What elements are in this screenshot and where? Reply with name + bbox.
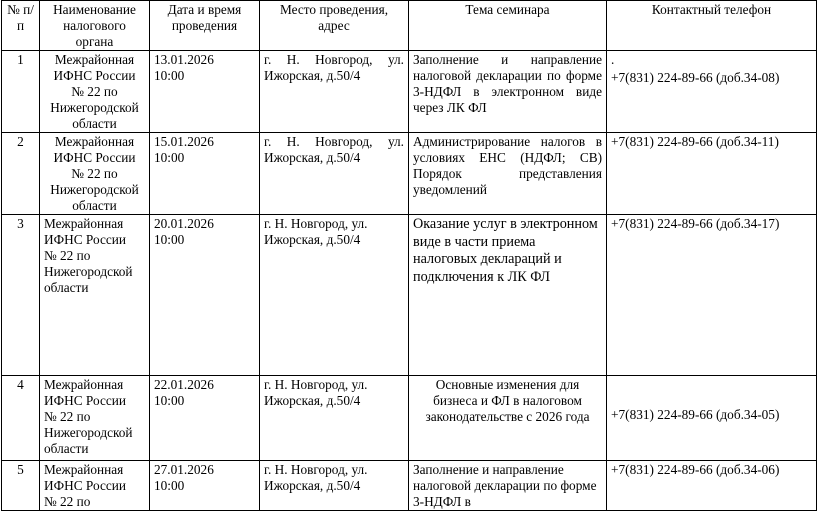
row-number: 4 [2, 376, 40, 461]
org-line: Межрайонная [44, 216, 124, 231]
org-line: ИФНС России [53, 68, 136, 83]
header-place: Место проведения, адрес [260, 1, 409, 51]
place-cell: г. Н. Новгород, ул. Ижорская, д.50/4 [260, 51, 409, 133]
phone-cell: +7(831) 224-89-66 (доб.34-06) [607, 461, 817, 511]
table-row [2, 51, 817, 133]
row-number: 5 [2, 461, 40, 511]
org-cell [40, 376, 150, 461]
org-line: Нижегородской [44, 264, 133, 279]
org-line: области [44, 441, 89, 456]
org-line: Нижегородской [44, 425, 133, 440]
datetime-cell [150, 133, 260, 215]
time-value: 10:00 [154, 232, 185, 247]
org-cell [40, 133, 150, 215]
time-value: 10:00 [154, 68, 185, 83]
header-phone: Контактный телефон [607, 1, 817, 51]
row-number: 2 [2, 133, 40, 215]
date-value: 27.01.2026 [154, 462, 214, 477]
org-line: № 22 по [44, 494, 91, 509]
org-line: ИФНС России [53, 150, 136, 165]
header-datetime: Дата и время проведения [150, 1, 260, 51]
phone-cell: +7(831) 224-89-66 (доб.34-11) [607, 133, 817, 215]
row-number: 1 [2, 51, 40, 133]
org-line: ИФНС России [44, 478, 126, 493]
place-cell: г. Н. Новгород, ул. Ижорская, д.50/4 [260, 215, 409, 376]
place-cell: г. Н. Новгород, ул. Ижорская, д.50/4 [260, 133, 409, 215]
topic-cell: Заполнение и направление налоговой декларации по форме 3-НДФЛ в электронном виде через ЛК ФЛ [409, 51, 607, 133]
date-value: 13.01.2026 [154, 52, 214, 67]
org-line: № 22 по [44, 409, 91, 424]
datetime-cell [150, 461, 260, 511]
org-line: Межрайонная [44, 462, 124, 477]
org-line: Межрайонная [54, 52, 135, 67]
org-line: ИФНС России [44, 232, 126, 247]
org-cell [40, 215, 150, 376]
phone-cell: +7(831) 224-89-66 (доб.34-17) [607, 215, 817, 376]
org-line: области [72, 198, 117, 213]
datetime-cell [150, 215, 260, 376]
org-cell [40, 461, 150, 511]
date-value: 22.01.2026 [154, 377, 214, 392]
table-row [2, 376, 817, 461]
header-topic: Тема семинара [409, 1, 607, 51]
topic-cell: Администрирование налогов в условиях ЕНС (НДФЛ; СВ) Порядок представления уведомлений [409, 133, 607, 215]
datetime-cell [150, 51, 260, 133]
table-row [2, 461, 817, 511]
table-row [2, 133, 817, 215]
topic-cell: Оказание услуг в электронном виде в части приема налоговых деклараций и подключения к ЛК ФЛ [409, 215, 607, 376]
org-line: Нижегородской [50, 182, 139, 197]
time-value: 10:00 [154, 393, 185, 408]
org-line: ИФНС России [44, 393, 126, 408]
org-line: Межрайонная [44, 377, 124, 392]
org-line: № 22 по [71, 84, 118, 99]
datetime-cell [150, 376, 260, 461]
header-org: Наименование налогового органа [40, 1, 150, 51]
table-row [2, 215, 817, 376]
time-value: 10:00 [154, 478, 185, 493]
phone-cell [607, 51, 817, 133]
org-line: области [44, 280, 89, 295]
date-value: 15.01.2026 [154, 134, 214, 149]
org-cell [40, 51, 150, 133]
topic-cell: Заполнение и направление налоговой декларации по форме 3-НДФЛ в [409, 461, 607, 511]
phone-mark: . [611, 52, 615, 67]
org-line: Нижегородской [50, 100, 139, 115]
seminar-schedule-table [1, 0, 817, 511]
place-cell: г. Н. Новгород, ул. Ижорская, д.50/4 [260, 376, 409, 461]
org-line: Межрайонная [54, 134, 135, 149]
org-line: области [72, 116, 117, 131]
table-header-row [2, 1, 817, 51]
org-line: № 22 по [71, 166, 118, 181]
row-number: 3 [2, 215, 40, 376]
phone-value: +7(831) 224-89-66 (доб.34-08) [611, 70, 780, 85]
time-value: 10:00 [154, 150, 185, 165]
header-num: № п/п [2, 1, 40, 51]
date-value: 20.01.2026 [154, 216, 214, 231]
place-cell: г. Н. Новгород, ул. Ижорская, д.50/4 [260, 461, 409, 511]
topic-cell: Основные изменения для бизнеса и ФЛ в налоговом законодательстве с 2026 года [409, 376, 607, 461]
org-line: № 22 по [44, 248, 91, 263]
phone-cell: +7(831) 224-89-66 (доб.34-05) [607, 376, 817, 461]
